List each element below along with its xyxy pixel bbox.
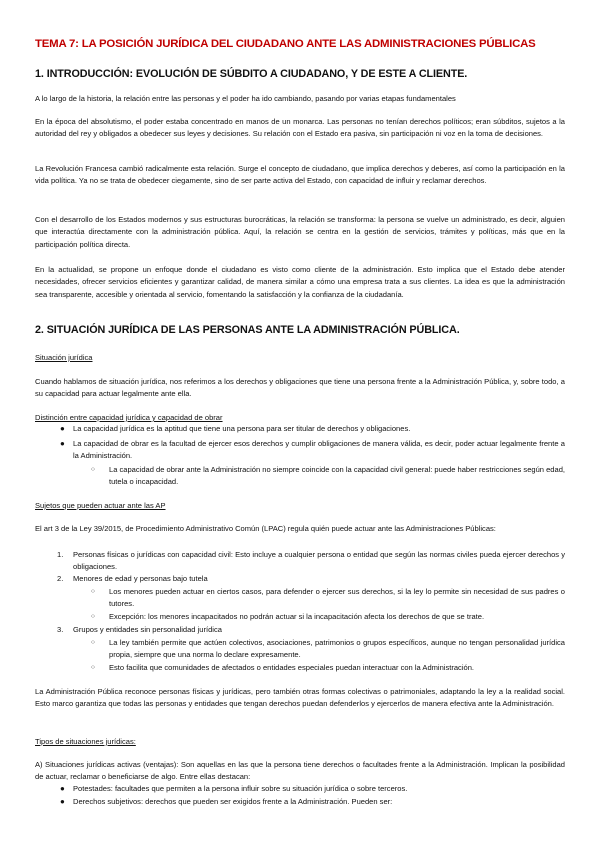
circle-bullet-icon: ○ <box>91 664 95 671</box>
distincion-title: Distinción entre capacidad jurídica y capacidad de obrar <box>35 413 223 422</box>
intro-paragraph-2: En la época del absolutismo, el poder estaba concentrado en manos de un monarca. Las personas no tenían derechos políticos; eran súbditos, sujetos a la autoridad del rey y obligados a obedecer sus leyes y decisiones. Su relación con el Estado era pasiva, sin participación ni voz en la toma de decisiones. <box>35 117 565 139</box>
section-2-heading: 2. SITUACIÓN JURÍDICA DE LAS PERSONAS ANTE LA ADMINISTRACIÓN PÚBLICA. <box>35 324 460 336</box>
bullet-icon: ● <box>60 784 65 793</box>
document-page: TEMA 7: LA POSICIÓN JURÍDICA DEL CIUDADANO ANTE LAS ADMINISTRACIONES PÚBLICAS 1. INTRODUCCIÓN: EVOLUCIÓN DE SÚBDITO A CIUDADANO, Y DE ESTE A CLIENTE. A lo largo de la historia, la relación entre las personas y el poder ha ido cambiando, pasando por varias etapas fundamentales En la época del absolutismo, el poder estaba concentrado en manos de un monarca. Las personas no tenían derechos políticos; eran súbditos, sujetos a la autoridad del rey y obligados a obedecer sus leyes y decisiones. Su relación con el Estado era pasiva, sin participación ni voz en la toma de decisiones. La Revolución Francesa cambió radicalmente esta relación. Surge el concepto de ciudadano, que implica derechos y deberes, así como la participación en la vida política. Ya no se trata de obedecer ciegamente, sino de ser parte activa del Estado, con capacidad de influir y reclamar derechos. Con el desarrollo de los Estados modernos y sus estructuras burocráticas, la relación se transforma: la persona se vuelve un administrado, es decir, alguien que interactúa directamente con la administración pública. Aquí, la relación se centra en la gestión de servicios, trámites y políticas, más que en la participación política directa. En la actualidad, se propone un enfoque donde el ciudadano es visto como cliente de la administración. Esto implica que el Estado debe atender necesidades, ofrecer servicios eficientes y garantizar calidad, de manera similar a cómo una empresa trata a sus clientes. La idea es que la administración sea transparente, accesible y orientada al servicio, fomentando la satisfacción y la confianza de la ciudadanía. 2. SITUACIÓN JURÍDICA DE LAS PERSONAS ANTE LA ADMINISTRACIÓN PÚBLICA. Situación jurídica Cuando hablamos de situación jurídica, nos referimos a los derechos y obligaciones que tiene una persona frente a la Administración Pública, y, sobre todo, a su capacidad para actuar legalmente ante ella. Distinción entre capacidad jurídica y capacidad de obrar ● La capacidad jurídica es la aptitud que tiene una persona para ser titular de derechos y obligaciones. ● La capacidad de obrar es la facultad de ejercer esos derechos y cumplir obligaciones de manera válida, es decir, poder actuar legalmente frente a la Administración. ○ La capacidad de obrar ante la Administración no siempre coincide con la capacidad civil general: puede haber restricciones según edad, tutela o incapacidad. Sujetos que pueden actuar ante las AP El art 3 de la Ley 39/2015, de Procedimiento Administrativo Común (LPAC) regula quién puede actuar ante las Administraciones Públicas: 1. Personas físicas o jurídicas con capacidad civil: Esto incluye a cualquier persona o entidad que según las normas civiles pueda ejercer derechos y obligaciones. 2. Menores de edad y personas bajo tutela ○ Los menores pueden actuar en ciertos casos, para defender o ejercer sus derechos, si la ley lo permite sin necesidad de sus padres o tutores. ○ Excepción: los menores incapacitados no podrán actuar si la incapacitación afecta los derechos de que se trate. 3. Grupos y entidades sin personalidad jurídica ○ La ley también permite que actúen colectivos, asociaciones, patrimonios o grupos específicos, aunque no tengan personalidad jurídica propia, siempre que una norma lo declare expresamente. ○ Esto facilita que comunidades de afectados o entidades especiales puedan interactuar con la Administración. La Administración Pública reconoce personas físicas y jurídicas, pero también otras formas colectivas o patrimoniales, adaptando la ley a la realidad social. Esto marco garantiza que todas las personas y entidades que tengan derechos puedan defenderlos y ejercerlos de manera efectiva ante la Administración. Tipos de situaciones jurídicas: A) Situaciones jurídicas activas (ventajas): Son aquellas en las que la persona tiene derechos o facultades frente a la Administración. Implican la posibilidad de actuar, reclamar o beneficiarse de algo. Entre ellas destacan: ● Potestades: facultades que permiten a la persona influir sobre su situación jurídica o sobre terceros. ● Derechos subjetivos: derechos que pueden ser exigidos frente a la Administración. Pueden ser: <box>0 0 599 848</box>
document-title: TEMA 7: LA POSICIÓN JURÍDICA DEL CIUDADANO ANTE LAS ADMINISTRACIONES PÚBLICAS <box>35 38 536 50</box>
situacion-juridica-paragraph: Cuando hablamos de situación jurídica, nos referimos a los derechos y obligaciones que tiene una persona frente a la Administración Pública, y, sobre todo, a su capacidad para actuar legalmente ante ella. <box>35 377 565 399</box>
bullet-icon: ● <box>60 797 65 806</box>
sujetos-title: Sujetos que pueden actuar ante las AP <box>35 501 166 510</box>
intro-paragraph-3: La Revolución Francesa cambió radicalmente esta relación. Surge el concepto de ciudadano, que implica derechos y deberes, así como la participación en la vida política. Ya no se trata de obedecer ciegamente, sino de ser parte activa del Estado, con capacidad de influir y reclamar derechos. <box>35 164 565 186</box>
sujetos-intro: El art 3 de la Ley 39/2015, de Procedimiento Administrativo Común (LPAC) regula quién puede actuar ante las Administraciones Públicas: <box>35 524 496 533</box>
intro-paragraph-5: En la actualidad, se propone un enfoque donde el ciudadano es visto como cliente de la administración. Esto implica que el Estado debe atender necesidades, ofrecer servicios eficientes y garantizar calidad, de manera similar a cómo una empresa trata a sus clientes. La idea es que la administración sea transparente, accesible y orientada al servicio, fomentando la satisfacción y la confianza de la ciudadanía. <box>35 265 565 299</box>
intro-paragraph-1: A lo largo de la historia, la relación entre las personas y el poder ha ido cambiando, pasando por varias etapas fundamentales <box>35 94 456 103</box>
reconoce-paragraph: La Administración Pública reconoce personas físicas y jurídicas, pero también otras formas colectivas o patrimoniales, adaptando la ley a la realidad social. Esto marco garantiza que todas las personas y entidades que tengan derechos puedan defenderlos y ejercerlos de manera efectiva ante la Administración. <box>35 687 565 709</box>
tipos-title: Tipos de situaciones jurídicas: <box>35 737 136 746</box>
tipos-paragraph: A) Situaciones jurídicas activas (ventajas): Son aquellas en las que la persona tiene derechos o facultades frente a la Administración. Implican la posibilidad de actuar, reclamar o beneficiarse de algo. Entre ellas destacan: <box>35 760 565 782</box>
situacion-juridica-title: Situación jurídica <box>35 353 93 362</box>
circle-bullet-icon: ○ <box>91 588 95 595</box>
bullet-icon: ● <box>60 424 65 433</box>
circle-bullet-icon: ○ <box>91 613 95 620</box>
intro-paragraph-4: Con el desarrollo de los Estados modernos y sus estructuras burocráticas, la relación se transforma: la persona se vuelve un administrado, es decir, alguien que interactúa directamente con la administración pública. Aquí, la relación se centra en la gestión de servicios, trámites y políticas, más que en la participación política directa. <box>35 215 565 249</box>
bullet-icon: ● <box>60 439 65 448</box>
circle-bullet-icon: ○ <box>91 466 95 473</box>
section-1-heading: 1. INTRODUCCIÓN: EVOLUCIÓN DE SÚBDITO A CIUDADANO, Y DE ESTE A CLIENTE. <box>35 68 468 80</box>
circle-bullet-icon: ○ <box>91 639 95 646</box>
